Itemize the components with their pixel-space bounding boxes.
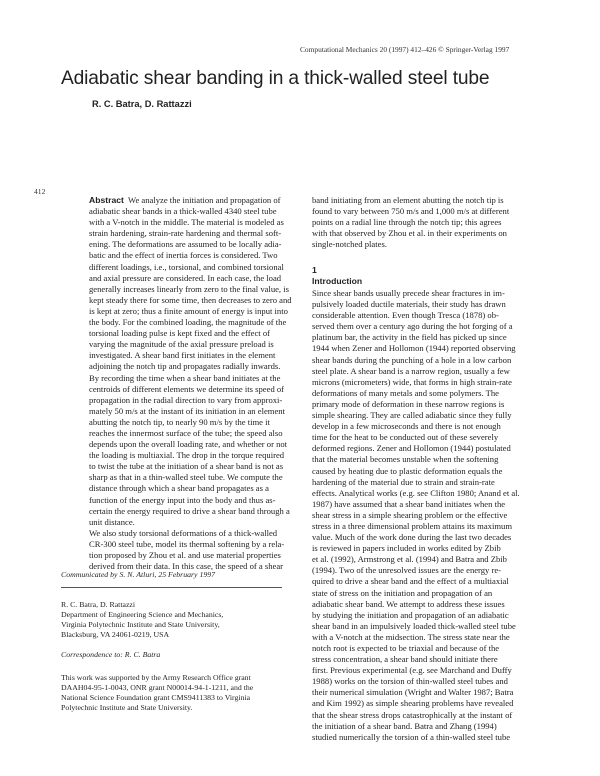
abstract-line: mately 50 m/s at the instant of its initiation in an element [89,405,285,416]
introduction-line: shear stress in a simple shearing problem or the effective [312,509,508,520]
introduction-line: deformed regions. Zener and Hollomon (1944) postulated [312,443,511,454]
abstract-line: reaches the innermost surface of the tube; the speed also [89,427,283,438]
introduction-line: adiabatic shear band. We attempt to address these issues [312,598,505,609]
abstract-line: to twist the tube at the initiation of a shear band is not as [89,461,284,472]
abstract [89,195,292,572]
acknowledgement-line: Polytechnic Institute and State University. [61,702,193,712]
page-number: 412 [34,187,46,196]
introduction-line: and Kim 1992) as simple shearing problems have revealed [312,698,514,709]
introduction-line: primary mode of deformation in these narrow regions is [312,398,505,409]
abstract-line: single-notched plates. [312,239,387,250]
introduction-line: hardening of the material due to strain and strain-rate [312,476,495,487]
introduction-line: first. Previous experimental (e.g. see Marchand and Duffy [312,665,512,676]
abstract-line: kept steady there for some time, then decreases to zero and [89,294,292,305]
abstract-line: derived from their data. In this case, the speed of a shear [89,561,283,572]
abstract-line: points on a radial line through the notch tip; this agrees [312,217,502,228]
abstract-line: distance through which a shear band propagates as a [89,483,269,494]
introduction-line: caused by heating due to plastic deformation equals the [312,465,503,476]
affiliation-line: Department of Engineering Science and Mechanics, [61,609,224,619]
introduction-line: considerable attention. Even though Tresca (1878) ob- [312,310,499,321]
abstract-line: certain the energy required to drive a shear band through a [89,505,290,516]
introduction-line: is reviewed in papers included in works edited by Zbib [312,543,501,554]
abstract-line: ening. The deformations are assumed to be locally adia- [89,239,282,250]
communicated-note: Communicated by S. N. Atluri, 25 February 1997 [61,570,216,579]
abstract-line: We analyze the initiation and propagation of [128,195,281,205]
section-title: Introduction [312,276,363,286]
introduction-line: the initiation of a shear band. Batra and Zhang (1994) [312,720,497,731]
abstract-continuation [312,195,509,250]
introduction-line: deformations of many metals and some polymers. The [312,387,499,398]
abstract-line: By recording the time when a shear band initiates at the [89,372,281,383]
acknowledgement-line: DAAH04-95-1-0043, ONR grant N00014-94-1-1211, and the [61,682,254,692]
abstract-line: investigated. A shear band first initiates in the element [89,350,276,361]
abstract-line: adiabatic shear bands in a thick-walled 4340 steel tube [89,206,277,217]
introduction-line: effects. Analytical works (e.g. see Clifton 1980; Anand et al. [312,487,520,498]
introduction-line: platinum bar, the activity in the field has picked up since [312,332,507,343]
introduction-line: shear band in an impulsively loaded thick-walled steel tube [312,620,516,631]
introduction-line: quired to drive a shear band and the effect of a multiaxial [312,576,509,587]
abstract-line: propagation in the radial direction to vary from approxi- [89,394,283,405]
journal-citation: Computational Mechanics 20 (1997) 412–426 © Springer-Verlag 1997 [300,45,510,54]
section-number: 1 [312,265,317,275]
introduction-line: their numerical simulation (Wright and Walter 1987; Batra [312,687,514,698]
introduction-line: develop in a few microseconds and there is not enough [312,421,501,432]
abstract-line: and axial pressure are considered. In each case, the load [89,272,282,283]
affiliation-line: Blacksburg, VA 24061-0219, USA [61,629,170,639]
introduction-line: with a V-notch at the midsection. The stress state near the [312,631,510,642]
introduction-line: time for the heat to be conducted out of these severely [312,432,499,443]
abstract-label: Abstract [89,195,124,205]
authors: R. C. Batra, D. Rattazzi [92,99,192,109]
footnote-divider [61,587,282,588]
abstract-line: is kept at zero; thus a finite amount of energy is input into [89,305,288,316]
abstract-line: with that observed by Zhou et al. in their experiments on [312,228,507,239]
abstract-line: band initiating from an element abutting the notch tip is [312,195,504,205]
abstract-line: CR-300 steel tube, model its thermal softening by a rela- [89,538,285,549]
abstract-line: function of the energy input into the body and thus as- [89,494,276,505]
correspondence-note: Correspondence to: R. C. Batra [61,650,161,659]
abstract-line: the body. For the combined loading, the magnitude of the [89,317,287,328]
introduction-line: 1987) have assumed that a shear band initiates when the [312,498,506,509]
introduction-line: that the material becomes unstable when the softening [312,454,499,465]
introduction-line: et al. (1992), Armstrong et al. (1994) and Batra and Zbib [312,554,507,565]
introduction-line: studied numerically the torsion of a thin-walled steel tube [312,731,511,742]
abstract-line: tion proposed by Zhou et al. and use material properties [89,550,281,560]
introduction-line: microns (micrometers) wide, that forms in high strain-rate [312,376,512,387]
introduction-body [312,288,520,743]
introduction-line: 1944 when Zener and Hollomon (1944) reported observing [312,343,516,354]
abstract-line: batic and the effect of inertia forces is considered. Two [89,250,278,261]
abstract-line: varying the magnitude of the axial pressure preload is [89,339,274,350]
section-heading [312,265,362,287]
introduction-line: served them over a century ago during the hot forging of a [312,321,513,332]
introduction-line: 1988) works on the torsion of thin-walled steel tubes and [312,676,508,687]
author-affiliation [61,600,223,640]
abstract-line: strain hardening, strain-rate hardening and thermal soft- [89,228,282,239]
abstract-line: generally increases linearly from zero to the final value, is [89,283,289,294]
introduction-line: that the shear stress drops catastrophically at the instant of [312,709,513,720]
introduction-line: stress concentration, a shear band should initiate there [312,654,498,665]
acknowledgement-line: National Science Foundation grant CMS9411383 to Virginia [61,692,251,702]
introduction-line: notch root is expected to be triaxial and because of the [312,643,500,653]
abstract-line: different loadings, i.e., torsional, and combined torsional [89,261,284,272]
abstract-line: with a V-notch in the middle. The material is modeled as [89,217,284,228]
introduction-line: shear bands during the punching of a hole in a low carbon [312,354,512,365]
introduction-line: stress in a three dimensional problem attains its maximum [312,520,513,531]
abstract-line: adjoining the notch tip and propagates radially inwards. [89,361,281,372]
acknowledgement-line: This work was supported by the Army Research Office grant [61,673,251,682]
introduction-line: state of stress on the initiation and propagation of an [312,587,493,598]
paper-title: Adiabatic shear banding in a thick-walled steel tube [61,68,490,89]
introduction-line: pulsively loaded ductile materials, their study has drawn [312,299,506,310]
affiliation-line: Virginia Polytechnic Institute and State University, [61,619,220,629]
abstract-line: unit distance. [89,516,135,527]
affiliation-line: R. C. Batra, D. Rattazzi [61,600,136,609]
abstract-line: depends upon the overall loading rate, and whether or not [89,439,288,450]
abstract-line: sharp as that in a thin-walled steel tube. We compute the [89,472,283,483]
introduction-line: by studying the initiation and propagation of an adiabatic [312,609,509,620]
abstract-line: abutting the notch tip, to nearly 90 m/s by the time it [89,416,270,427]
abstract-line: centroids of different elements we determine its speed of [89,383,285,394]
acknowledgement [61,673,253,713]
introduction-line: Since shear bands usually precede shear fractures in im- [312,288,505,298]
abstract-line: the loading is multiaxial. The drop in the torque required [89,450,285,461]
abstract-line: torsional loading pulse is kept fixed and the effect of [89,328,270,339]
introduction-line: value. Much of the work done during the last two decades [312,532,512,543]
abstract-body [89,206,292,572]
introduction-line: simple shearing. They are called adiabatic since they fully [312,410,512,421]
abstract-line: found to vary between 750 m/s and 1,000 m/s at different [312,206,510,217]
abstract-first-line [89,195,292,206]
introduction-line: (1994). Two of the unresolved issues are the energy re- [312,565,502,576]
abstract-line: We also study torsional deformations of a thick-walled [89,527,278,538]
introduction-line: steel plate. A shear band is a narrow region, usually a few [312,365,510,376]
